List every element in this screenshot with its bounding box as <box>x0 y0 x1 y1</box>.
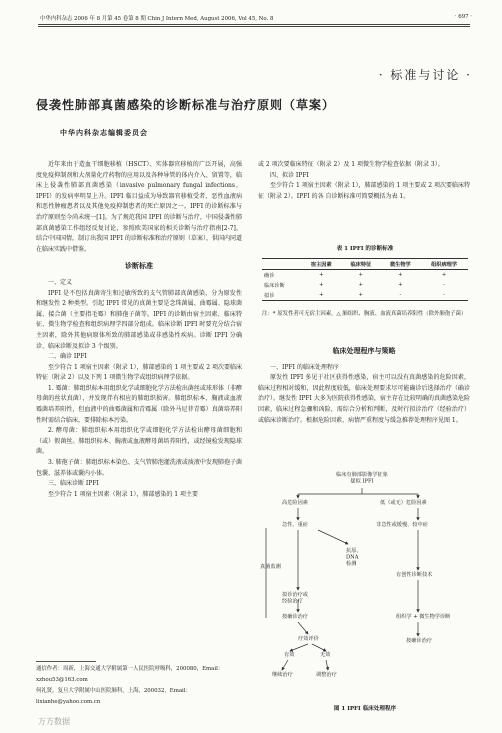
table-header-cell: 宿主因素 <box>310 261 332 268</box>
fc-top-line1: 临床有肺部影像学征象疑似 IPFI <box>336 472 388 485</box>
table-row <box>262 280 468 290</box>
running-header <box>40 14 472 22</box>
fc-edge <box>298 622 308 634</box>
footnote-line-2: 何礼贤，复旦大学附属中山医院肺科，上海，200032，Email：lixianhe@yahoo.com.cn <box>36 688 191 705</box>
watermark: 万方数据 <box>38 717 70 726</box>
table-cell: 拟诊 <box>264 292 275 299</box>
table-cell: + <box>319 282 324 288</box>
article-title: 侵袭性肺部真菌感染的诊断标准与治疗原则（草案） <box>36 98 336 112</box>
table-cell: + <box>398 282 403 288</box>
fc-low-risk: 低（或无）危险因素 <box>380 500 427 506</box>
fc-micro-dx: 组织学 + 微生物学诊断 <box>396 614 451 620</box>
table-note: 注：* 原发性者可无宿主因素，△ 肺组织、胸液、血液真菌培养阳性（除外肺孢子菌） <box>262 311 467 317</box>
suspected-text: 至少符合 1 项宿主因素（附录 1），肺部感染的 1 项主要或 2 项次要临床特征（附录 2）。IPFI 的各 自诊断标准可简要概括为表 1。 <box>258 182 470 200</box>
fc-edge <box>282 660 288 670</box>
definition-title: 一、定义 <box>48 278 73 286</box>
table-header-cell <box>262 259 302 270</box>
item-pneumocystis: 3. 肺孢子菌：肺组织标本染色、支气管肺泡灌洗液或痰液中发现肺孢子菌包囊、滋养体或囊内小体。 <box>36 459 242 477</box>
table-header-cell: 组织病理学 <box>431 261 458 268</box>
confirmed-title: 二、确诊 IPFI <box>48 353 87 361</box>
left-column <box>36 160 242 500</box>
table-cell: + <box>319 292 324 298</box>
fc-effective: 有效 <box>284 652 295 658</box>
fc-adjust: 调整治疗 <box>316 672 337 678</box>
table-cell: + <box>358 272 363 278</box>
flowchart <box>258 468 472 700</box>
fc-edge <box>318 530 348 544</box>
table-header-row <box>262 259 468 270</box>
header-rule-2 <box>38 26 470 27</box>
table-header-cell: 临床特征 <box>350 261 372 268</box>
table-cell: 临床诊断 <box>264 282 285 289</box>
clinical-text: 至少符合 1 项宿主因素（附录 1），肺部感染的 1 项主要 <box>48 490 198 498</box>
diagnosis-table <box>262 258 468 301</box>
table-cell: - <box>399 292 402 298</box>
item-mold: 1. 霉菌：肺组织标本用组织化学或细胞化学方法检出菌丝或球形体（非酵母菌的丝状真菌），并发现伴有相应的肺组织损害。肺组织标本、胸液或血液霉菌培养阳性，但血液中的曲霉菌属和青霉属（除外马尼菲青霉）真菌培养阳性时需结合临床，要排除标本污染。 <box>36 384 242 424</box>
fc-targeted: 按确诊治疗 <box>282 614 308 620</box>
table-caption: 表 1 IPFI 的诊断标准 <box>336 246 394 252</box>
footnote-line-1: 通信作者：周新，上海交通大学附属第一人民医院呼吸科，200080，Email：xzhou53@163.com <box>36 666 224 683</box>
fc-edge <box>290 644 308 651</box>
fc-eval: 疗效评价 <box>298 636 319 642</box>
table-cell: + <box>441 272 447 278</box>
process-title: 一、IPFI 的临床处理程序 <box>270 363 339 371</box>
table-cell: - <box>443 282 445 288</box>
right-column-lower <box>258 340 470 426</box>
table-header-cell: 微生物学 <box>389 261 411 268</box>
right-cont-paragraph: 或 2 项次要临床特征（附录 2）及 1 项微生物学检查依据（附录 3）。 <box>258 161 444 168</box>
right-column <box>258 160 470 202</box>
header-journal: 中华内科杂志 2006 年 8 月第 45 卷第 8 期 Chin J Intern Med, August 2006, Vol 45, No. 8 <box>40 16 274 22</box>
table-cell: + <box>358 292 363 298</box>
fc-tests: 抗原、 DNA 检测 <box>346 548 362 567</box>
table-cell: + <box>398 272 403 278</box>
footnote-rule <box>36 661 96 662</box>
item-yeast: 2. 酵母菌：肺组织标本用组织化学或细胞化学方法检出酵母菌细胞和（或）假菌丝。肺组织标本、胸液或血液酵母菌培养阳性，或经镜检发现隐球菌。 <box>36 427 242 456</box>
process-text: 原发性 IPFI 多见于社区获得性感染，宿主可以没有真菌感染的危险因素，临床过程相对缓和，因此程度较低，临床处理要求尽可能确诊后选择治疗（确诊治疗）。继发性 IPFI 大多为医院获得性感染，宿主存在比较明确的真菌感染危险因素，临床过程急骤和凶险，需综合分析和判断，及时行拟诊治疗（经验治疗）或临床诊断治疗。根据危险因素、病情严重程度与缓急推荐处理程序见图 1。 <box>258 374 470 424</box>
fc-high-risk: 高危险因素 <box>282 500 308 506</box>
table-cell: + <box>358 282 363 288</box>
table-row <box>262 290 468 301</box>
definition-text: IPFI 是不包括真菌寄生和过敏所致的支气管肺部真菌感染，分为原发性和继发性 2 种类型。引起 IPFI 常见的真菌主要是念珠菌属、曲霉属、隐球菌属、接合菌（主要指毛霉）和肺孢子菌等。IPFI 的诊断由宿主因素、临床特征、微生物学检查和组织病理学四部分组成。临床诊断 IPFI 时要充分结合宿主因素，除外其他病原体所致的肺部感染或非感染性疾病。诊断 IPFI 分确诊、临床诊断及拟诊 3 个级别。 <box>36 289 242 350</box>
fc-class: 按确诊治疗 <box>406 638 432 644</box>
fc-ineffective: 无效 <box>320 652 331 658</box>
confirmed-text: 至少符合 1 项宿主因素（附录 1），肺部感染的 1 项主要或 2 项次要临床特征（附录 2）以及下列 1 项微生物学或组织病理学依据。 <box>36 363 242 382</box>
heading-diagnosis: 诊断标准 <box>125 261 153 271</box>
heading-treatment: 临床处理程序与策略 <box>332 346 396 355</box>
fc-acute: 急性、重症 <box>282 522 308 528</box>
fc-edge <box>326 660 328 670</box>
header-rule <box>38 24 470 25</box>
clinical-title: 三、临床诊断 IPFI <box>48 480 99 488</box>
fc-nonacute: 非急性或缓慢、较中症 <box>376 522 428 528</box>
figure-caption: 图 1 IPFI 临床处理程序 <box>333 706 397 712</box>
table-cell: + <box>319 272 324 278</box>
table-cell: - <box>443 292 445 298</box>
fc-empiric: 拟诊治疗或经验治疗 <box>282 592 308 605</box>
fc-continue: 继续治疗 <box>272 672 293 678</box>
article-author: 中华内科杂志编辑委员会 <box>60 128 148 137</box>
page-number: · 697 · <box>454 14 472 20</box>
suspected-title: 四、拟诊 IPFI <box>270 171 309 179</box>
intro-paragraph: 近年来由于造血干细胞移植（HSCT）、实体器官移植的广泛开展，高强度免疫抑制剂和大剂量化疗药物的应用以及各种导管的体内介入、留置等，临床上侵袭性肺部真菌感染（invasive pulmonary fungal infections，IPFI）的发病率明显上升。IPFI 临目益成为导致器官移植受者、恶性血液病和恶性肿瘤患者以及其他免疫抑制患者的死亡原因之一。IPFI 的诊断标准与治疗原则至今尚未统一[1]。为了规范我国 IPFI 的诊断与治疗，中国侵袭性肺部真菌感染工作组经反复讨论，参照欧美国家的相关诊断与治疗指南[2-7]，结合中国国情，制订出我国 IPFI 的诊断标准和治疗原则（草案），供国内同道在临床实践中借鉴。 <box>36 161 242 253</box>
fc-edge <box>312 644 326 651</box>
fc-side-label: 真菌监测 <box>260 564 281 570</box>
table-cell: 确诊 <box>264 272 275 279</box>
section-tag: · 标准与讨论 · <box>378 68 472 82</box>
footnote <box>36 661 242 708</box>
fc-invasive-dx: 有创性诊断技术 <box>396 572 433 578</box>
table-row <box>262 270 468 281</box>
